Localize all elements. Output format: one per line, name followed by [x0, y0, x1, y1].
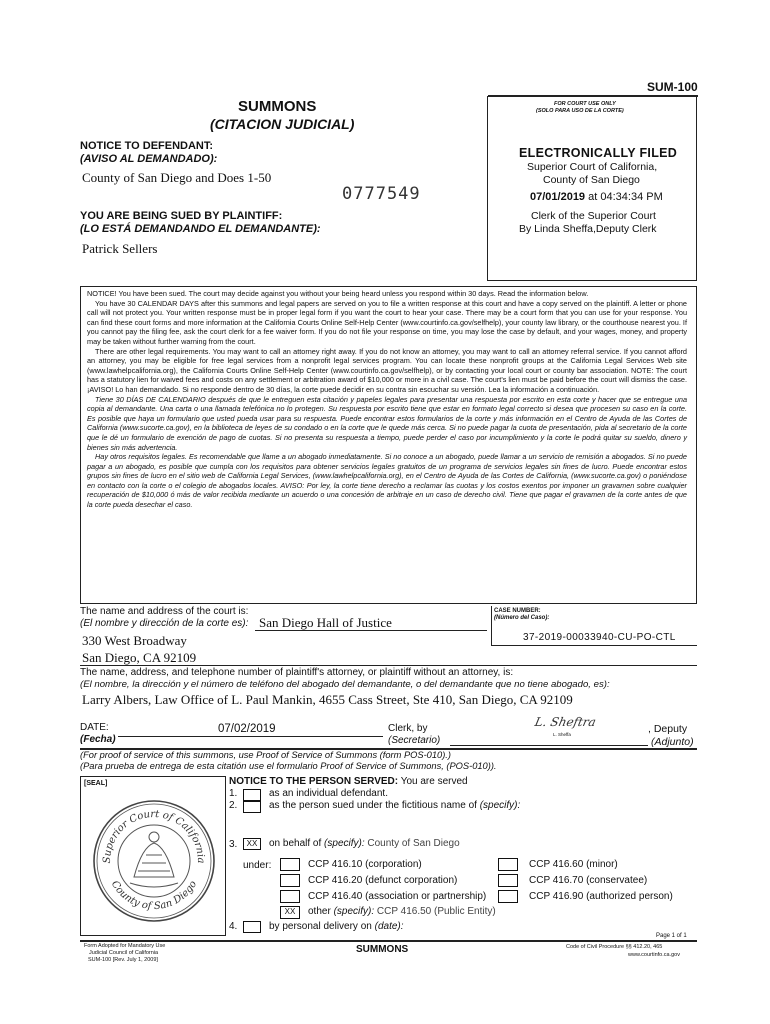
document-title: SUMMONS — [238, 98, 317, 115]
served-heading — [229, 776, 468, 787]
item3-text: on behalf of — [269, 838, 322, 849]
clerk-signature-name: L. Sheffa — [553, 732, 571, 737]
ccp-416-10-checkbox[interactable] — [280, 858, 300, 871]
deputy-label-es: (Adjunto) — [651, 736, 694, 748]
filing-date: 07/01/2019 — [530, 191, 586, 203]
item3-specify: (specify): — [324, 838, 365, 849]
notice-paragraph: NOTICE! You have been sued. The court may decide against you without your being heard unless you respond within 30 days. Read the information below. — [87, 289, 589, 298]
other-text: other — [308, 906, 331, 917]
date-label-es: (Fecha) — [80, 734, 116, 745]
under-label: under: — [243, 860, 272, 871]
item3-value: County of San Diego — [367, 838, 460, 849]
other-value: CCP 416.50 (Public Entity) — [376, 906, 496, 917]
ccp-416-60-checkbox[interactable] — [498, 858, 518, 871]
notice-paragraph: Hay otros requisitos legales. Es recomendable que llame a un abogado inmediatamente. Si no conoce a un abogado, puede llamar a un servicio de remisión a abogados. Si no puede pagar a un abogado, es posible que cumpla con los requisitos para obtener servicios legales gratuitos de un programa de servicios legales sin fines de lucro. Puede encontrar estos grupos sin fines de lucro en el sitio web de California Legal Services, (www.lawhelpcalifornia.org), en el Centro de Ayuda de las Cortes de California, (www.sucorte.ca.gov) o poniéndose en contacto con la corte o el colegio de abogados locales. AVISO: Por ley, la corte tiene derecho a reclamar las cuotas y los costos exentos por imponer un gravamen sobre cualquier recuperación de $10,000 ó más de valor recibida mediante un acuerdo o una concesión de arbitraje en un caso de derecho civil. Tiene que pagar el gravamen de la corte antes de que la corte pueda desechar el caso. — [87, 452, 687, 510]
court-use-label: FOR COURT USE ONLY — [554, 101, 616, 107]
defendant-label-es: (AVISO AL DEMANDADO): — [80, 153, 218, 165]
form-code: SUM-100 — [647, 80, 698, 94]
item3-label — [269, 838, 460, 849]
notice-paragraph: There are other legal requirements. You may want to call an attorney right away. If you do not know an attorney, you may want to call an attorney referral service. If you cannot afford an attorney, you may be eligible for free legal services from a nonprofit legal services program. You can locate these nonprofit groups at the California Legal Services Web site (www.lawhelpcalifornia.org), the California Courts Online Self-Help Center (www.courtinfo.ca.gov/selfhelp), or by contacting your local court or county bar association. NOTE: The court has a statutory lien for waived fees and costs on any settlement or arbitration award of $10,000 or more in a civil case. The court's lien must be paid before the court will dismiss the case. ¡AVISO! Lo han demandado. Si no responde dentro de 30 días, la corte puede decidir en su contra sin escuchar su versión. Lea la información a continuación. — [87, 346, 687, 394]
footer-title: SUMMONS — [356, 944, 409, 955]
court-address-line2: San Diego, CA 92109 — [82, 650, 197, 665]
filing-datetime — [530, 191, 663, 203]
proof-of-service-es: (Para prueba de entrega de esta citatión use el formulario Proof of Service of Summons, (POS-010)). — [80, 761, 497, 771]
ccp-416-60-label: CCP 416.60 (minor) — [529, 859, 618, 870]
filing-at: at — [588, 191, 598, 203]
item2-specify: (specify): — [479, 800, 521, 811]
defendant-label: NOTICE TO DEFENDANT: — [80, 140, 214, 152]
court-use-label-es: (SOLO PARA USO DE LA CORTE) — [536, 108, 624, 114]
court-name: San Diego Hall of Justice — [259, 615, 392, 630]
seal-emblem-icon — [130, 832, 178, 887]
ccp-416-10-label: CCP 416.10 (corporation) — [308, 859, 422, 870]
item1-label: as an individual defendant. — [269, 788, 388, 799]
item3-checkbox[interactable]: XX — [243, 838, 261, 850]
item3-number: 3. — [229, 839, 238, 850]
item4-text: by personal delivery on — [269, 921, 372, 932]
attorney-label-es: (El nombre, la dirección y el número de teléfono del abogado del demandante, o del demandante que no tiene abogado, es): — [80, 679, 610, 690]
plaintiff-label: YOU ARE BEING SUED BY PLAINTIFF: — [80, 210, 283, 222]
date-value: 07/02/2019 — [218, 723, 276, 735]
ccp-416-90-label: CCP 416.90 (authorized person) — [529, 891, 673, 902]
item4-checkbox[interactable] — [243, 921, 261, 933]
document-title-es: (CITACION JUDICIAL) — [210, 116, 355, 132]
ccp-416-40-checkbox[interactable] — [280, 890, 300, 903]
proof-of-service: (For proof of service of this summons, use Proof of Service of Summons (form POS-010).) — [80, 750, 451, 760]
deputy-label: , Deputy — [648, 723, 688, 735]
footer-code: Code of Civil Procedure §§ 412.20, 465 — [566, 944, 663, 950]
footer-judicial-council: Judicial Council of California — [89, 950, 159, 956]
court-seal — [90, 797, 218, 925]
notice-paragraph: Tiene 30 DÍAS DE CALENDARIO después de que le entreguen esta citación y papeles legales para presentar una respuesta por escrito en esta corte y hacer que se entregue una copia al demandante. Una carta o una llamada telefónica no lo protegen. Su respuesta por escrito tiene que estar en formato legal correcto si desea que procesen su caso en la corte. Es posible que haya un formulario que usted pueda usar para su respuesta. Puede encontrar estos formularios de la corte y más información en el Centro de Ayuda de las Cortes de California (www.sucorte.ca.gov), en la biblioteca de leyes de su condado o en la corte que le quede más cerca. Si no puede pagar la cuota de presentación, pida al secretario de la corte que le dé un formulario de exención de pago de cuotas. Si no presenta su respuesta a tiempo, puede perder el caso por incumplimiento y la corte le podrá quitar su sueldo, dinero y bienes sin más advertencia. — [87, 394, 687, 452]
notice-paragraph: You have 30 CALENDAR DAYS after this summons and legal papers are served on you to file a written response at this court and have a copy served on the plaintiff. A letter or phone call will not protect you. Your written response must be in proper legal form if you want the court to hear your case. There may be a court form that you can use for your response. You can find these court forms and more information at the California Courts Online Self-Help Center (www.courtinfo.ca.gov/selfhelp), your county law library, or the courthouse nearest you. If you cannot pay the filing fee, ask the court clerk for a fee waiver form. If you do not file your response on time, you may lose the case by default, and your wages, money, and property may be taken without further warning from the court. — [87, 298, 687, 346]
filing-clerk: Clerk of the Superior Court — [531, 210, 656, 222]
court-address-line1: 330 West Broadway — [82, 633, 187, 648]
item2-checkbox[interactable] — [243, 801, 261, 813]
notice-box — [80, 286, 697, 604]
case-number-value: 37-2019-00033940-CU-PO-CTL — [523, 632, 676, 643]
filing-time: 04:34:34 PM — [600, 191, 663, 203]
defendant-name: County of San Diego and Does 1-50 — [82, 170, 272, 185]
attorney-label: The name, address, and telephone number of plaintiff's attorney, or plaintiff without an attorney, is: — [80, 667, 514, 678]
other-checkbox[interactable]: XX — [280, 906, 300, 919]
other-specify: (specify): — [333, 906, 375, 917]
date-label: DATE: — [80, 722, 109, 733]
filing-deputy: By Linda Sheffa,Deputy Clerk — [519, 223, 657, 235]
item2-label — [269, 800, 520, 811]
ccp-416-70-checkbox[interactable] — [498, 874, 518, 887]
served-heading-label: NOTICE TO THE PERSON SERVED: — [229, 776, 399, 787]
svg-text:County of San Diego — [109, 879, 199, 912]
filing-status: ELECTRONICALLY FILED — [519, 146, 678, 160]
served-heading-rest: You are served — [400, 776, 468, 787]
court-use-box — [487, 96, 697, 281]
item4-date: (date): — [374, 921, 404, 932]
seal-text-top: Superior Court of California — [101, 808, 207, 864]
item4-label — [269, 921, 404, 932]
ccp-416-20-label: CCP 416.20 (defunct corporation) — [308, 875, 458, 886]
clerk-label-es: (Secretario) — [388, 735, 441, 746]
item1-checkbox[interactable] — [243, 789, 261, 801]
seal-text-bottom: County of San Diego — [108, 879, 200, 913]
plaintiff-label-es: (LO ESTÁ DEMANDANDO EL DEMANDANTE): — [80, 223, 321, 235]
attorney-value: Larry Albers, Law Office of L. Paul Mankin, 4655 Cass Street, Ste 410, San Diego, CA 92109 — [82, 692, 573, 707]
item2-text: as the person sued under the fictitious name of — [269, 800, 477, 811]
footer-form-adopted: Form Adopted for Mandatory Use — [84, 943, 166, 949]
case-number-label: CASE NUMBER: — [494, 608, 541, 614]
ccp-416-90-checkbox[interactable] — [498, 890, 518, 903]
footer-form-rev: SUM-100 [Rev. July 1, 2009] — [88, 957, 158, 963]
item2-number: 2. — [229, 800, 238, 811]
ccp-416-20-checkbox[interactable] — [280, 874, 300, 887]
plaintiff-name: Patrick Sellers — [82, 241, 158, 256]
clerk-label: Clerk, by — [388, 723, 428, 734]
court-label-es: (El nombre y dirección de la corte es): — [80, 618, 249, 629]
footer-page: Page 1 of 1 — [656, 933, 687, 939]
case-number-label-es: (Número del Caso): — [494, 615, 550, 621]
filing-county: County of San Diego — [543, 174, 640, 186]
item1-number: 1. — [229, 788, 238, 799]
stamp-number: 0777549 — [342, 184, 421, 204]
seal-label: [SEAL] — [84, 780, 108, 787]
ccp-416-40-label: CCP 416.40 (association or partnership) — [308, 891, 487, 902]
item4-number: 4. — [229, 921, 238, 932]
clerk-signature: L. Sheftra — [533, 715, 598, 729]
filing-court: Superior Court of California, — [527, 161, 658, 173]
footer-site: www.courtinfo.ca.gov — [628, 952, 680, 958]
ccp-416-70-label: CCP 416.70 (conservatee) — [529, 875, 648, 886]
other-label — [308, 906, 496, 917]
court-label: The name and address of the court is: — [80, 606, 249, 617]
